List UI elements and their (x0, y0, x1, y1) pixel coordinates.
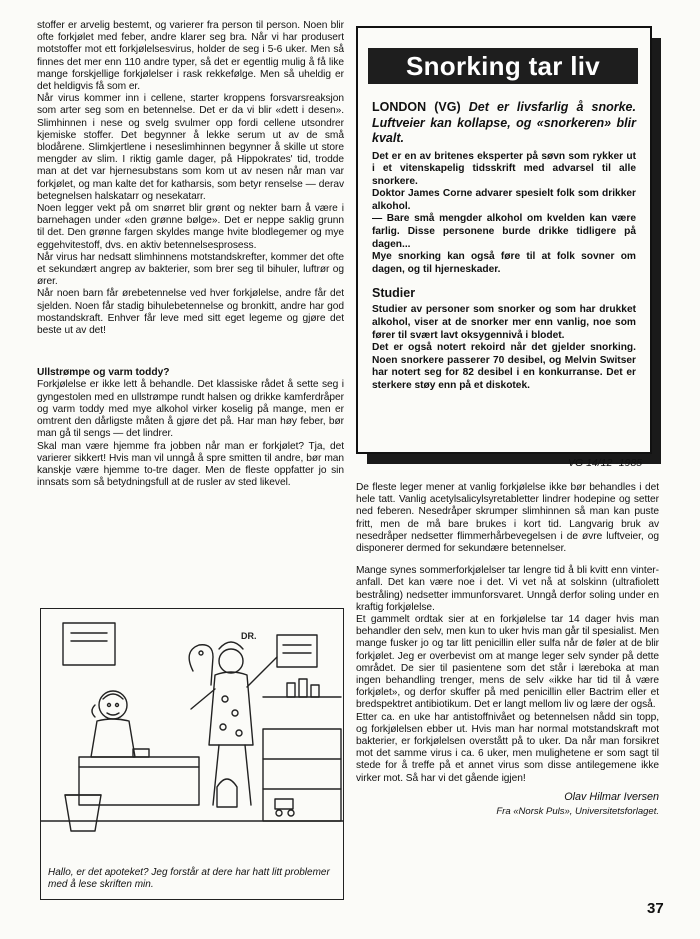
box-source: VG 14/12 -1985 (568, 457, 643, 469)
box-paragraph-4: Mye snorking kan også føre til at folk sovner om dagen, og til hjerneskader. (372, 251, 636, 275)
left-paragraph-2: Når virus kommer inn i cellene, starter kroppens forsvarsreaksjon som arter seg som en betennelse. Det er da vi blir «dett i desen». Slimhinnen i nese og svelg svulmer opp fordi cellene utsondrer kjemiske stoffer. Det begynner å lekke serum ut av de små blodårene. Slimkjertlene i neseslimhinnen begynner å skille ut store mengder av slim. I riktig gamle dager, på Hippokrates' tid, trodde man at det var hjernesubstans som kom ut av nesen når man var forkjølet, og man kalte det for katharsis, som betyr renselse — derav betegnelsen halskatarr og nesekatarr. (37, 93, 344, 202)
cartoon-drawing (41, 609, 343, 864)
left-paragraph-6: Forkjølelse er ikke lett å behandle. Det klassiske rådet å sette seg i gyngestolen med en ullstrømpe rundt halsen og drikke kamferdråper og varm toddy med mye alkohol virker koselig på mange, men er omtrent den dårligste måten å gjøre det på. Har man høy feber, bør man gå til sengs — det lindrer. (37, 379, 344, 440)
box-paragraph-5: Studier av personer som snorker og som har drukket alkohol, viser at de snorker mer enn vanlig, noe som fører til svært lavt oksygennivå i blodet. (372, 304, 636, 341)
left-paragraph-1: stoffer er arvelig bestemt, og varierer fra person til person. Noen blir ofte forkjølet med feber, andre klarer seg bra. Når vi har produsert motstoffer mot ett forkjølelsesvirus, holder de seg i 5-6 uker. Men så finnes det mer enn 110 andre typer, så det er egentlig mulig å få like mange forskjellige forkjølelser i rask rekkefølge. Men så uheldig er det heldigvis få som er. (37, 20, 344, 93)
right-paragraph-1: De fleste leger mener at vanlig forkjølelse ikke bør behandles i det hele tatt. Vanlig acetylsalicylsyretabletter lindrer hodepine og setter ned feberen. Nesedråper skrumper slimhinnen så man kan puste fritt, men de må bare brukes i kort tid. Langvarig bruk av nesedråper nedsetter flimmerhårbevegelsen i de øvre luftveier, og disponerer dermed for sekundære betennelser. (356, 482, 659, 555)
author-name: Olav Hilmar Iversen (564, 790, 659, 803)
right-paragraph-4: Etter ca. en uke har antistoffnivået og betennelsen nådd sin topp, og forkjølelsen ebber ut. Hvis man har normal motstandskraft mot bakterier, er forkjølelsen overstått på to uker. Da når man forsikret mot det samme virus i ca. 6 uker, men mulighetene er som sagt til stede for å treffe på et annet virus som disse antilegemene ikke virker mot. Så har vi det gående igjen! (356, 711, 659, 784)
left-paragraph-4: Når virus har nedsatt slimhinnens motstandskrefter, kommer det ofte et sekundært angrep av bakterier, som brer seg til bihuler, luftrør og ører. (37, 251, 344, 288)
snorking-article-box (356, 26, 652, 454)
section-heading-ullstrompe: Ullstrømpe og varm toddy? (37, 367, 170, 379)
right-column (356, 482, 659, 817)
credit-line: Fra «Norsk Puls», Universitetsforlaget. (496, 805, 659, 817)
box-content (372, 100, 636, 393)
box-title: Snorking tar liv (368, 48, 638, 84)
box-paragraph-3: — Bare små mengder alkohol om kvelden kan være farlig. Disse personene burde drikke tidligere på dagen... (372, 213, 636, 250)
cartoon-dr-sign: DR. (241, 631, 257, 641)
page-number: 37 (647, 900, 664, 917)
cartoon-illustration (40, 608, 344, 900)
box-paragraph-2: Doktor James Corne advarer spesielt folk som drikker alkohol. (372, 188, 636, 212)
box-lead-text: Det er livsfarlig å snorke. Luftveier kan kollapse, og «snorkeren» blir kvalt. (372, 100, 636, 145)
left-column (37, 20, 344, 489)
right-paragraph-3: Et gammelt ordtak sier at en forkjølelse tar 14 dager hvis man behandler den selv, men kun to uker hvis man går til spesialist. Men mange fusker jo og tar litt penicillin eller sulfa når de føler at de blir forkjølet. Jeg er overbevist om at mange leger selv synder på dette området. De sier til pasientene som det står i læreboka at man ingen behandling trenger, mens de selv «ikke har tid til å være forkjølet», og derfor skuffer på med penicillin eller Bactrim eller et bredspektret antibiotikum. Det er langt mellom liv og lære der også. (356, 614, 659, 711)
left-paragraph-7: Skal man være hjemme fra jobben når man er forkjølet? Tja, det varierer sikkert! Hvis man vil unngå å spre smitten til andre, bør man kanskje være hjemme to-tre dager. Men de fleste oppfatter jo sin innsats som så betydningsfull at de rusler av sted likevel. (37, 440, 344, 489)
left-paragraph-5: Når noen barn får ørebetennelse ved hver forkjølelse, andre får det sjelden. Noen får stadig bihulebetennelse og bronkitt, andre har god mostandskraft. Enhver får leve med sitt eget legeme og gjøre det beste ut av det! (37, 288, 344, 337)
box-paragraph-6: Det er også notert rekoird når det gjelder snorking. Noen snorkere passerer 70 desibel, og Melvin Switser har notert seg for 82 desibel i en konkurranse. Det er sterkere støy enn på et diskotek. (372, 342, 636, 391)
box-lead-dateline: LONDON (VG) (372, 100, 461, 114)
box-paragraph-1: Det er en av britenes eksperter på søvn som rykker ut i et vitenskapelig tidsskrift med advarsel til alle snorkere. (372, 150, 636, 187)
right-paragraph-2: Mange synes sommerforkjølelser tar lengre tid å bli kvitt enn vinter-anfall. Det kan være noe i det. Vi vet nå at solskinn (ultrafiolett bestråling) nedsetter immunforsvaret. Unngå derfor soling under en kraftig forkjølelse. (356, 565, 659, 613)
left-paragraph-3: Noen legger vekt på om snørret blir grønt og nekter barn å være i barnehagen under «den grønne bølge». Det er neppe saklig grunn til det. Den grønne fargen skyldes mange hvite blodlegemer og mye eggehvitestoff, dvs. en aktiv betennelsesprosess. (37, 203, 344, 251)
box-lead (372, 100, 636, 147)
cartoon-caption: Hallo, er det apoteket? Jeg forstår at dere har hatt litt problemer med å lese skriften min. (48, 867, 330, 890)
box-subheading-studier: Studier (372, 286, 416, 301)
